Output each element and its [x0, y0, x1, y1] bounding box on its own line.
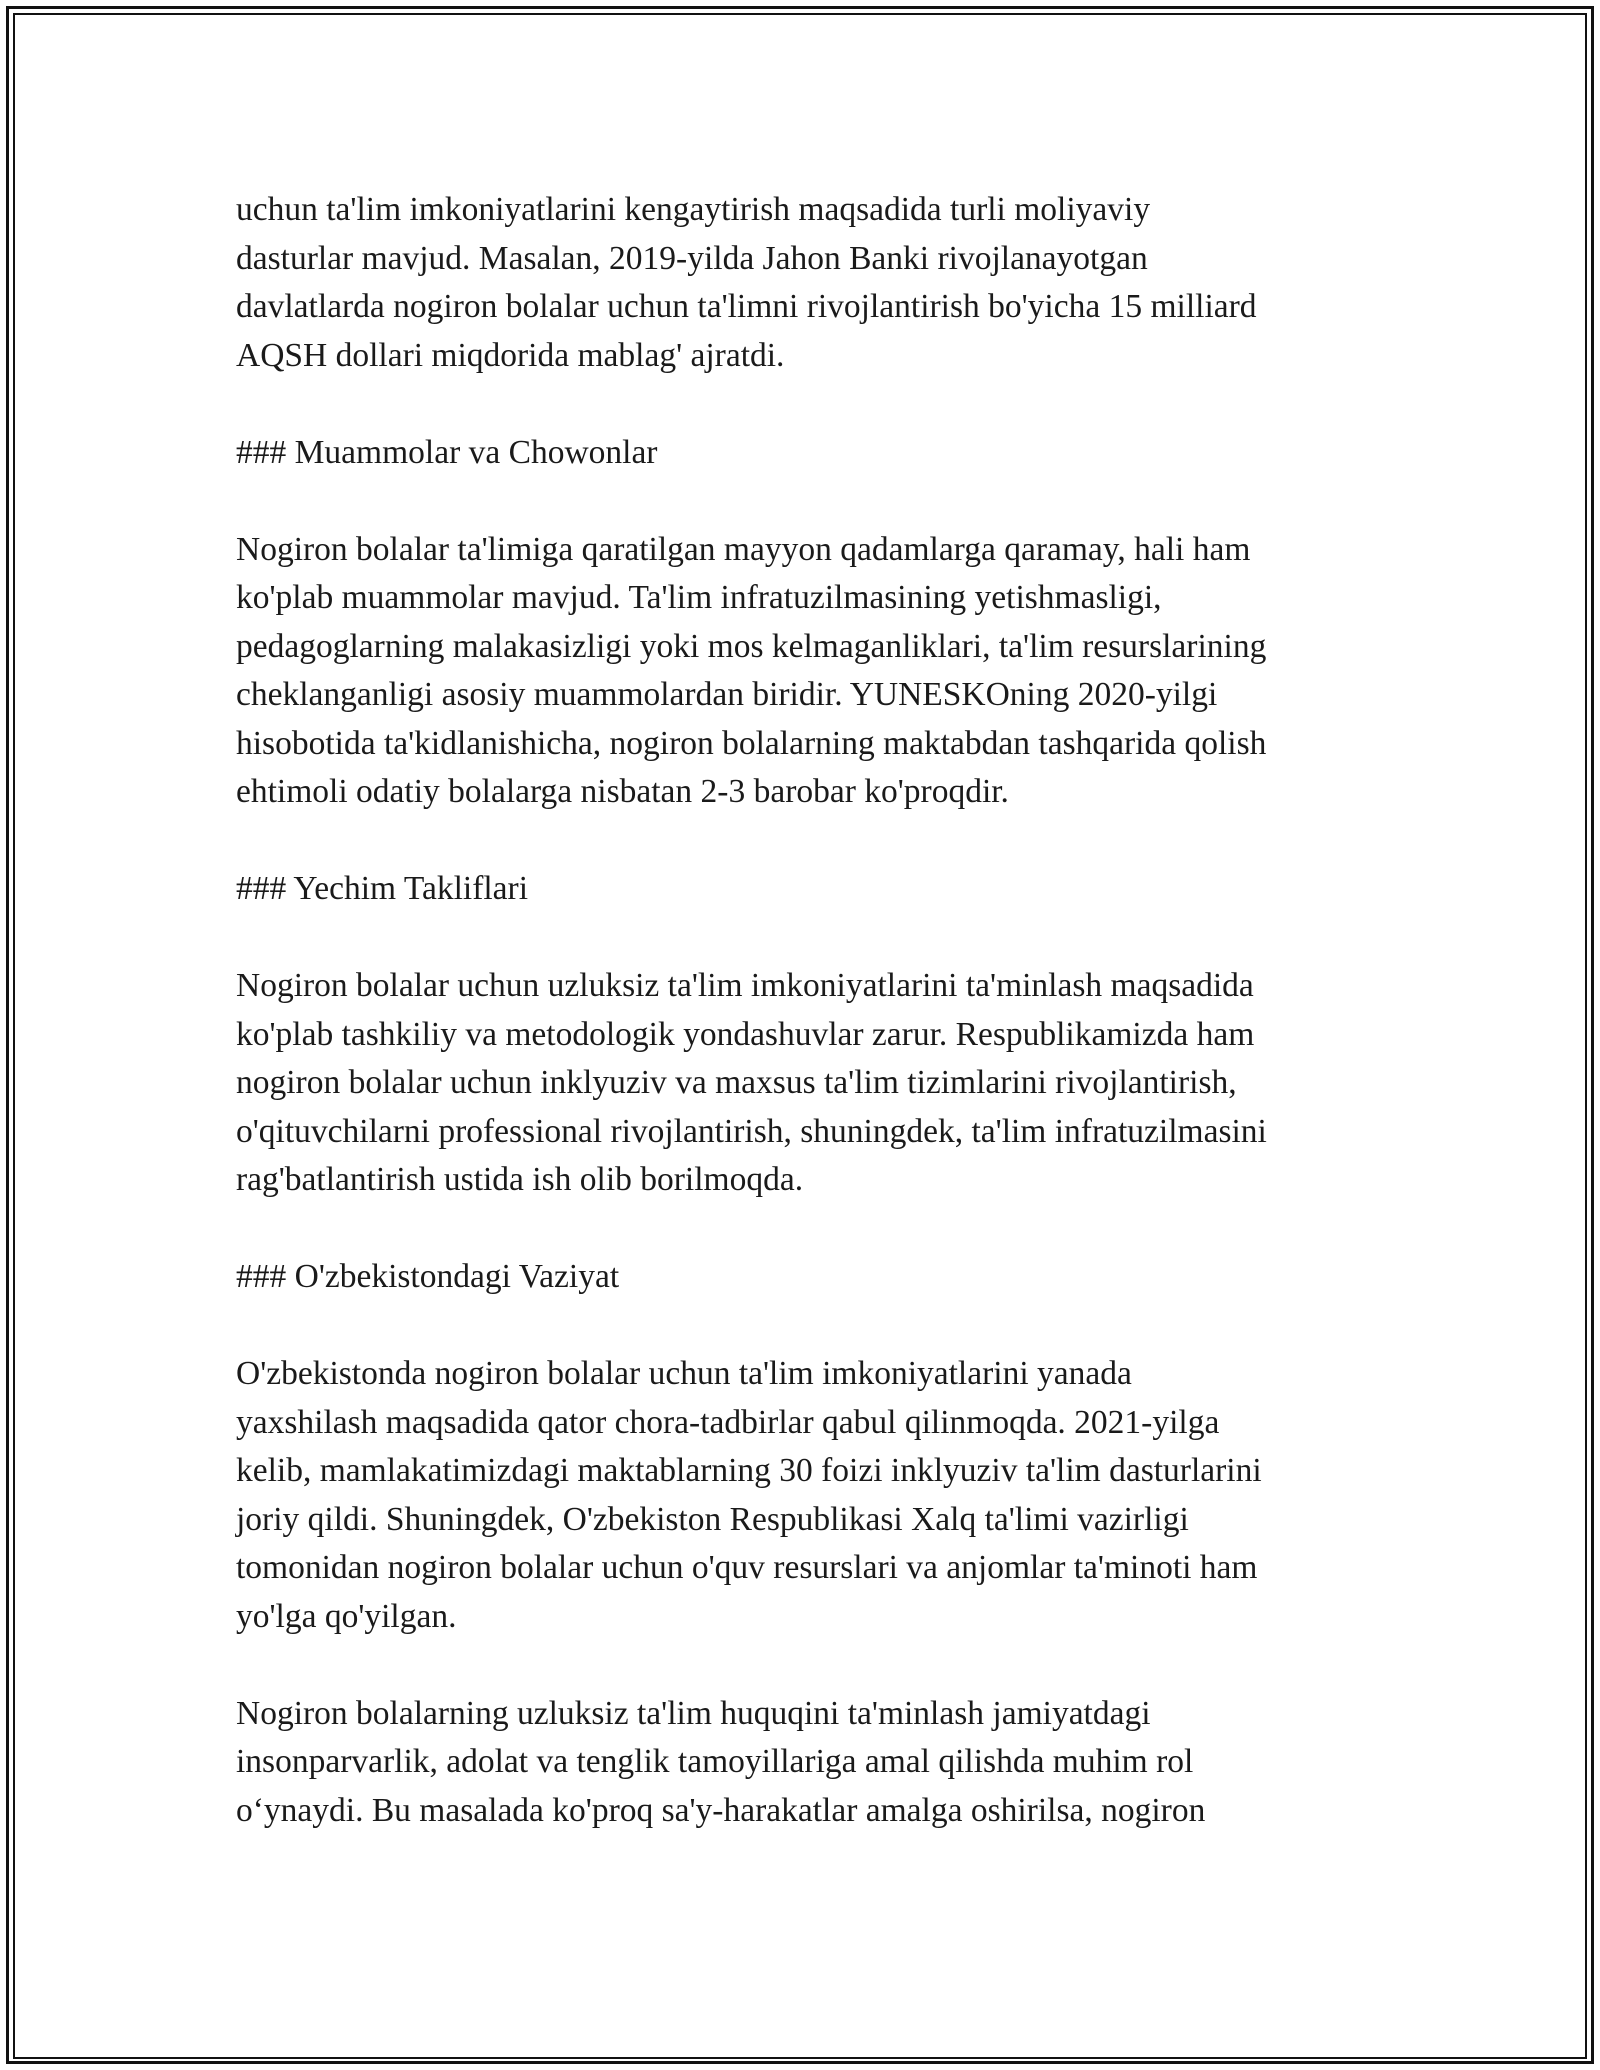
text-line: Nogiron bolalarning uzluksiz ta'lim huquqini ta'minlash jamiyatdagi: [236, 1694, 1151, 1732]
section-heading-uzbekistan: [236, 1253, 1376, 1302]
text-line: nogiron bolalar uchun inklyuziv va maxsus ta'lim tizimlarini rivojlantirish,: [236, 1064, 1237, 1101]
text-line: ko'plab muammolar mavjud. Ta'lim infratuzilmasining yetishmasligi,: [236, 579, 1162, 616]
text-line: rag'batlantirish ustida ish olib borilmoqda.: [236, 1161, 804, 1198]
text-line: davlatlarda nogiron bolalar uchun ta'limni rivojlantirish bo'yicha 15 milliard: [236, 288, 1257, 325]
section-heading-problems: [236, 429, 1376, 478]
text-line: o'qituvchilarni professional rivojlantirish, shuningdek, ta'lim infratuzilmasini: [236, 1112, 1267, 1150]
heading-text: ### Yechim Takliflari: [236, 870, 528, 907]
text-line: Nogiron bolalar uchun uzluksiz ta'lim imkoniyatlarini ta'minlash maqsadida: [236, 967, 1254, 1004]
paragraph-problems: [236, 526, 1376, 817]
text-line: ehtimoli odatiy bolalarga nisbatan 2-3 barobar ko'proqdir.: [236, 773, 1009, 810]
document-body: [236, 186, 1376, 1884]
text-line: tomonidan nogiron bolalar uchun o'quv resurslari va anjomlar ta'minoti ham: [236, 1549, 1258, 1586]
text-line: o‘ynaydi. Bu masalada ko'proq sa'y-harakatlar amalga oshirilsa, nogiron: [236, 1791, 1206, 1829]
paragraph-solutions: [236, 962, 1376, 1205]
text-line: yo'lga qo'yilgan.: [236, 1597, 457, 1635]
text-line: hisobotida ta'kidlanishicha, nogiron bolalarning maktabdan tashqarida qolish: [236, 724, 1267, 762]
paragraph-conclusion: [236, 1690, 1376, 1836]
heading-text: ### Muammolar va Chowonlar: [236, 433, 658, 471]
text-line: pedagoglarning malakasizligi yoki mos kelmaganliklari, ta'lim resurslarining: [236, 627, 1267, 665]
paragraph-funding: [236, 186, 1376, 380]
text-line: kelib, mamlakatimizdagi maktablarning 30 foizi inklyuziv ta'lim dasturlarini: [236, 1452, 1262, 1489]
text-line: ko'plab tashkiliy va metodologik yondashuvlar zarur. Respublikamizda ham: [236, 1015, 1255, 1053]
text-line: O'zbekistonda nogiron bolalar uchun ta'lim imkoniyatlarini yanada: [236, 1355, 1132, 1392]
heading-text: ### O'zbekistondagi Vaziyat: [236, 1258, 620, 1295]
section-heading-solutions: [236, 865, 1376, 914]
text-line: Nogiron bolalar ta'limiga qaratilgan mayyon qadamlarga qaramay, hali ham: [236, 530, 1251, 568]
text-line: uchun ta'lim imkoniyatlarini kengaytirish maqsadida turli moliyaviy: [236, 191, 1151, 228]
text-line: yaxshilash maqsadida qator chora-tadbirlar qabul qilinmoqda. 2021-yilga: [236, 1403, 1220, 1441]
text-line: insonparvarlik, adolat va tenglik tamoyillariga amal qilishda muhim rol: [236, 1743, 1194, 1780]
text-line: cheklanganligi asosiy muammolardan biridir. YUNESKOning 2020-yilgi: [236, 676, 1218, 713]
paragraph-uzbekistan: [236, 1350, 1376, 1641]
text-line: AQSH dollari miqdorida mablag' ajratdi.: [236, 336, 785, 374]
text-line: dasturlar mavjud. Masalan, 2019-yilda Jahon Banki rivojlanayotgan: [236, 239, 1148, 277]
text-line: joriy qildi. Shuningdek, O'zbekiston Respublikasi Xalq ta'limi vazirligi: [236, 1500, 1189, 1538]
